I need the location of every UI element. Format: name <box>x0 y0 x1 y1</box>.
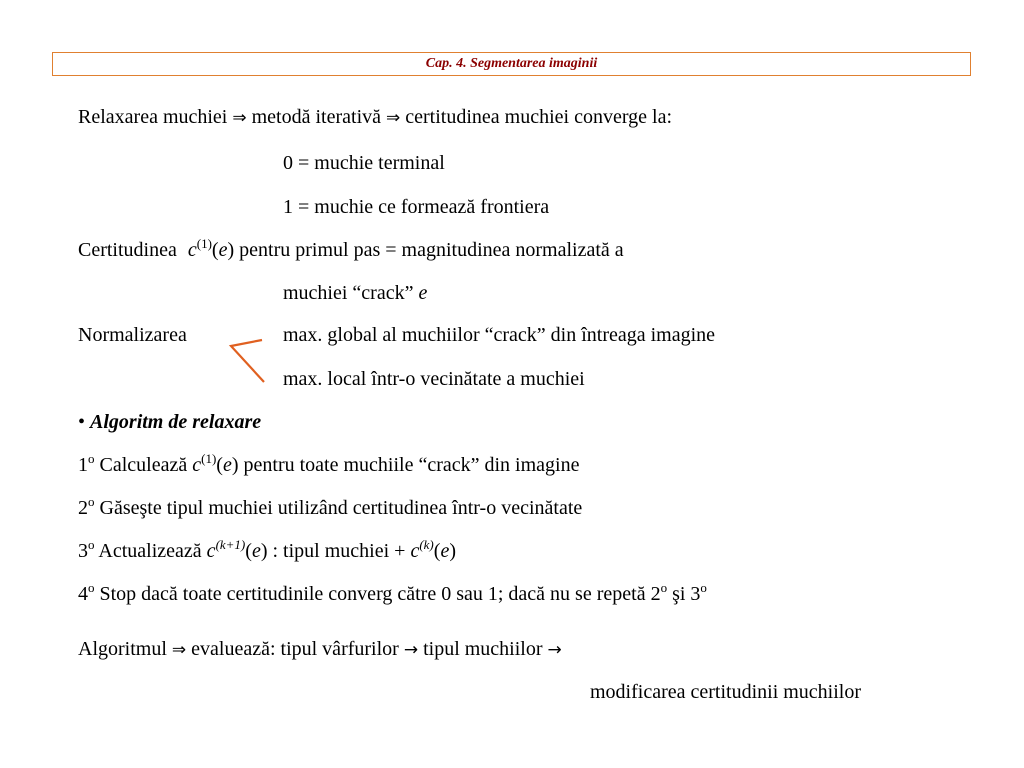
math-c: c <box>187 239 197 261</box>
text: : tipul muchiei + <box>272 540 406 562</box>
text: pentru toate muchiile “crack” din imagine <box>243 454 580 476</box>
text: pentru primul pas = magnitudinea normalizată a <box>239 239 624 261</box>
implies-icon: ⇒ <box>171 640 187 660</box>
step-number: 4 <box>78 583 88 605</box>
superscript: o <box>88 537 95 552</box>
math-c: c <box>410 540 420 562</box>
superscript: o <box>88 494 95 509</box>
header-title: Cap. 4. Segmentarea imaginii <box>425 56 598 71</box>
superscript: o <box>700 580 707 595</box>
algorithm-heading <box>78 410 261 434</box>
superscript: o <box>660 580 668 595</box>
zero-value-line <box>283 151 445 175</box>
normalization-global-line <box>283 323 715 347</box>
math-e: e <box>222 454 232 476</box>
right-arrow-icon: → <box>403 640 419 660</box>
math-e: e <box>440 540 450 562</box>
text: 1 = muchie ce formează frontiera <box>283 196 550 218</box>
heading-text: Algoritm de relaxare <box>90 411 262 433</box>
math-e: e <box>218 239 228 261</box>
bracket-icon <box>228 336 268 384</box>
math-c: c <box>206 540 216 562</box>
text: 0 = muchie terminal <box>283 152 445 174</box>
math-e: e <box>418 282 428 304</box>
step-number: 3 <box>78 540 88 562</box>
algorithm-summary-continuation <box>590 680 861 704</box>
text: Certitudinea <box>78 239 177 261</box>
certitude-line: Certitudinea $c^{(1)}(e)$ pentru primul pas = magnitudinea normalizată a <box>78 236 624 261</box>
text: Normalizarea <box>78 324 187 346</box>
step-number: 1 <box>78 454 88 476</box>
header-box <box>52 52 971 76</box>
normalization-local-line <box>283 367 585 391</box>
superscript: (k) <box>419 537 434 552</box>
text: Calculează <box>99 454 188 476</box>
text: Stop dacă toate certitudinile converg către 0 sau 1; dacă nu se repetă 2 <box>99 583 661 605</box>
text: Actualizează <box>98 540 202 562</box>
step-4-line <box>78 582 707 606</box>
text: evaluează: tipul vârfurilor <box>191 638 399 660</box>
normalization-label <box>78 323 187 347</box>
superscript: (1) <box>196 236 212 251</box>
implies-icon: ⇒ <box>386 108 401 128</box>
step-3-line: 3$^o$ Actualizează $c^{(k+1)}(e)$ : tipul muchiei + $c^{(k)}(e)$ <box>78 537 456 562</box>
relaxation-line <box>78 105 672 130</box>
text: Algoritmul <box>78 638 167 660</box>
text: max. global al muchiilor “crack” din întreaga imagine <box>283 324 716 346</box>
step-1-line: 1$^o$ Calculează $c^{(1)}(e)$ pentru toate muchiile “crack” din imagine <box>78 451 580 476</box>
text: modificarea certitudinii muchiilor <box>590 681 862 703</box>
one-value-line <box>283 195 549 219</box>
implies-icon: ⇒ <box>232 108 247 128</box>
superscript: (k+1) <box>215 537 246 552</box>
superscript: (1) <box>201 451 217 466</box>
text: metodă iterativă <box>251 106 382 128</box>
algorithm-summary-line <box>78 637 562 662</box>
superscript: o <box>88 451 95 466</box>
text: tipul muchiilor <box>423 638 543 660</box>
math-e: e <box>251 540 261 562</box>
text: Relaxarea muchiei <box>78 106 228 128</box>
step-number: 2 <box>78 497 88 519</box>
superscript: o <box>88 580 95 595</box>
math-c: c <box>192 454 202 476</box>
text: max. local într-o vecinătate a muchiei <box>283 368 585 390</box>
text: şi 3 <box>672 583 701 605</box>
step-2-line <box>78 496 582 520</box>
bullet-icon: • <box>78 411 86 433</box>
text: certitudinea muchiei converge la: <box>405 106 673 128</box>
text: Găseşte tipul muchiei utilizând certitudinea într-o vecinătate <box>99 497 583 519</box>
crack-line <box>283 281 427 305</box>
text: muchiei “crack” <box>283 282 414 304</box>
right-arrow-icon: → <box>547 640 562 660</box>
